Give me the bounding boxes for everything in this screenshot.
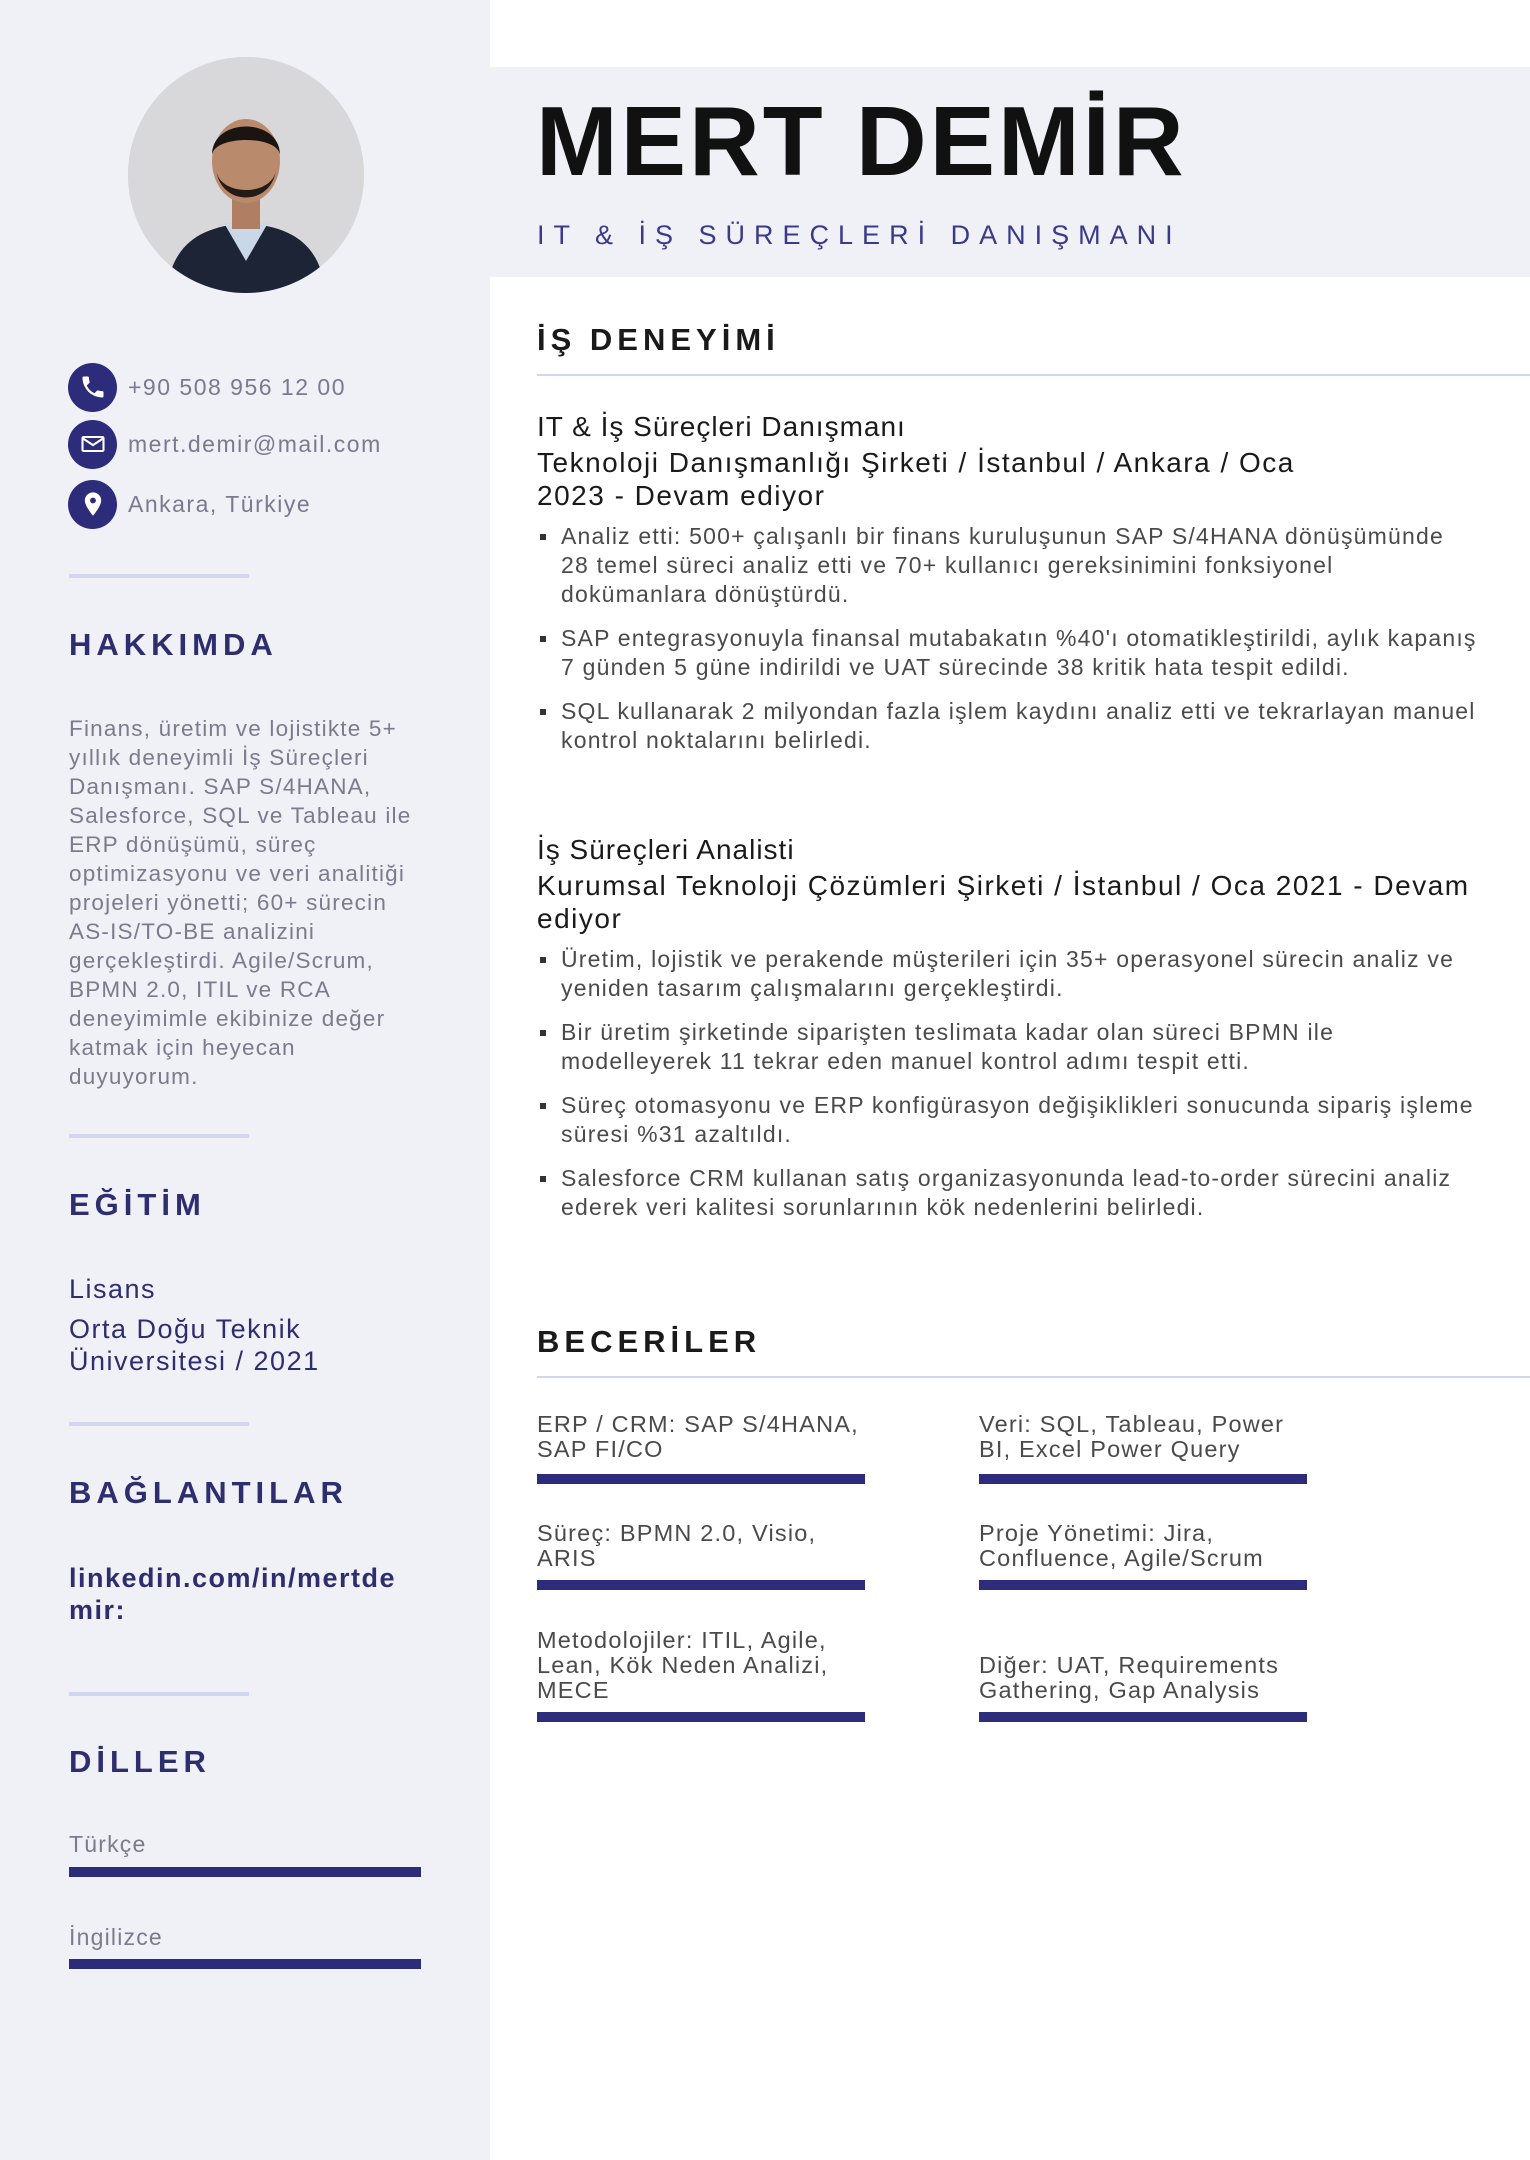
person-title: IT & İŞ SÜREÇLERİ DANIŞMANI (537, 220, 1182, 250)
job-bullet: Bir üretim şirketinde siparişten teslimata kadar olan süreci BPMN ile modelleyerek 11 tekrar eden manuel kontrol adımı tespit etti. (537, 1018, 1477, 1076)
skill-bar (537, 1580, 865, 1590)
job-company: Kurumsal Teknoloji Çözümleri Şirketi / İstanbul / Oca 2021 - Devam ediyor (537, 870, 1470, 934)
language-label: Türkçe (69, 1831, 147, 1857)
contact-email (68, 419, 382, 469)
contact-location (68, 479, 311, 529)
skills-heading: BECERİLER (537, 1324, 762, 1359)
education-heading: EĞİTİM (69, 1187, 206, 1222)
section-rule (537, 1376, 1530, 1378)
mail-icon (68, 420, 117, 469)
skill-item (979, 1412, 1307, 1462)
skill-bar (979, 1580, 1307, 1590)
language-level-fill (69, 1867, 421, 1877)
section-divider (69, 574, 249, 578)
job-bullets (537, 522, 1477, 755)
language-level-bar (69, 1959, 421, 1969)
skill-bar (537, 1474, 865, 1484)
section-divider (69, 1692, 249, 1696)
job-bullet: Analiz etti: 500+ çalışanlı bir finans kuruluşunun SAP S/4HANA dönüşümünde 28 temel süreci analiz etti ve 70+ kullanıcı gereksinimini fonksiyonel dokümanlara dönüştürdü. (537, 522, 1477, 609)
language-level-bar (69, 1867, 421, 1877)
skill-item (979, 1521, 1307, 1571)
person-avatar-icon (128, 57, 364, 293)
education-school: Orta Doğu Teknik Üniversitesi / 2021 (69, 1314, 320, 1376)
about-heading: HAKKIMDA (69, 627, 278, 662)
section-divider (69, 1134, 249, 1138)
profile-photo (128, 57, 364, 293)
phone-icon (68, 363, 117, 412)
phone-number[interactable]: +90 508 956 12 00 (128, 373, 346, 400)
job-company: Teknoloji Danışmanlığı Şirketi / İstanbul / Ankara / Oca 2023 - Devam ediyor (537, 447, 1295, 511)
education-degree: Lisans (69, 1274, 157, 1304)
skill-bar (537, 1712, 865, 1722)
skill-text: Veri: SQL, Tableau, Power BI, Excel Power Query (979, 1411, 1285, 1462)
job-bullet: Süreç otomasyonu ve ERP konfigürasyon değişiklikleri sonucunda sipariş işleme süresi %31 azaltıldı. (537, 1091, 1477, 1149)
sidebar (0, 0, 490, 2160)
skill-text: Diğer: UAT, Requirements Gathering, Gap Analysis (979, 1652, 1280, 1703)
skill-item (537, 1412, 865, 1462)
job-bullet: Salesforce CRM kullanan satış organizasyonunda lead-to-order sürecini analiz ederek veri kalitesi sorunlarının kök nedenlerini belirledi. (537, 1164, 1477, 1222)
skill-text: ERP / CRM: SAP S/4HANA, SAP FI/CO (537, 1411, 859, 1462)
experience-heading: İŞ DENEYİMİ (537, 322, 780, 357)
job-entry (537, 831, 1477, 1237)
job-bullets (537, 945, 1477, 1222)
person-name: MERT DEMİR (536, 86, 1187, 196)
skill-text: Proje Yönetimi: Jira, Confluence, Agile/Scrum (979, 1520, 1264, 1571)
about-text: Finans, üretim ve lojistikte 5+ yıllık deneyimli İş Süreçleri Danışmanı. SAP S/4HANA, Salesforce, SQL ve Tableau ile ERP dönüşümü, süreç optimizasyonu ve veri analitiği projeleri yönetti; 60+ sürecin AS-IS/TO-BE analizini gerçekleştirdi. Agile/Scrum, BPMN 2.0, ITIL ve RCA deneyimimle ekibinize değer katmak için heyecan duyuyorum. (69, 716, 412, 1089)
skill-item (537, 1628, 865, 1703)
linkedin-link[interactable]: linkedin.com/in/mertdemir: (69, 1563, 397, 1625)
section-rule (537, 374, 1530, 376)
skill-item (537, 1521, 865, 1571)
language-label: İngilizce (69, 1924, 163, 1950)
job-title: IT & İş Süreçleri Danışmanı (537, 411, 906, 442)
location-text: Ankara, Türkiye (128, 490, 312, 517)
skill-bar (979, 1712, 1307, 1722)
skill-text: Metodolojiler: ITIL, Agile, Lean, Kök Neden Analizi, MECE (537, 1627, 829, 1703)
contact-phone (68, 362, 346, 412)
job-bullet: SAP entegrasyonuyla finansal mutabakatın %40'ı otomatikleştirildi, aylık kapanış 7 günden 5 güne indirildi ve UAT sürecinde 38 kritik hata tespit edildi. (537, 624, 1477, 682)
job-bullet: Üretim, lojistik ve perakende müşterileri için 35+ operasyonel sürecin analiz ve yeniden tasarım çalışmalarını gerçekleştirdi. (537, 945, 1477, 1003)
skill-text: Süreç: BPMN 2.0, Visio, ARIS (537, 1520, 817, 1571)
job-entry (537, 408, 1477, 770)
job-title: İş Süreçleri Analisti (537, 834, 795, 865)
skill-item (979, 1653, 1307, 1703)
skill-bar (979, 1474, 1307, 1484)
job-bullet: SQL kullanarak 2 milyondan fazla işlem kaydını analiz etti ve tekrarlayan manuel kontrol noktalarını belirledi. (537, 697, 1477, 755)
languages-heading: DİLLER (69, 1744, 211, 1779)
section-divider (69, 1422, 249, 1426)
language-level-fill (69, 1959, 421, 1969)
location-pin-icon (68, 480, 117, 529)
email-address[interactable]: mert.demir@mail.com (128, 430, 382, 457)
links-heading: BAĞLANTILAR (69, 1475, 348, 1510)
